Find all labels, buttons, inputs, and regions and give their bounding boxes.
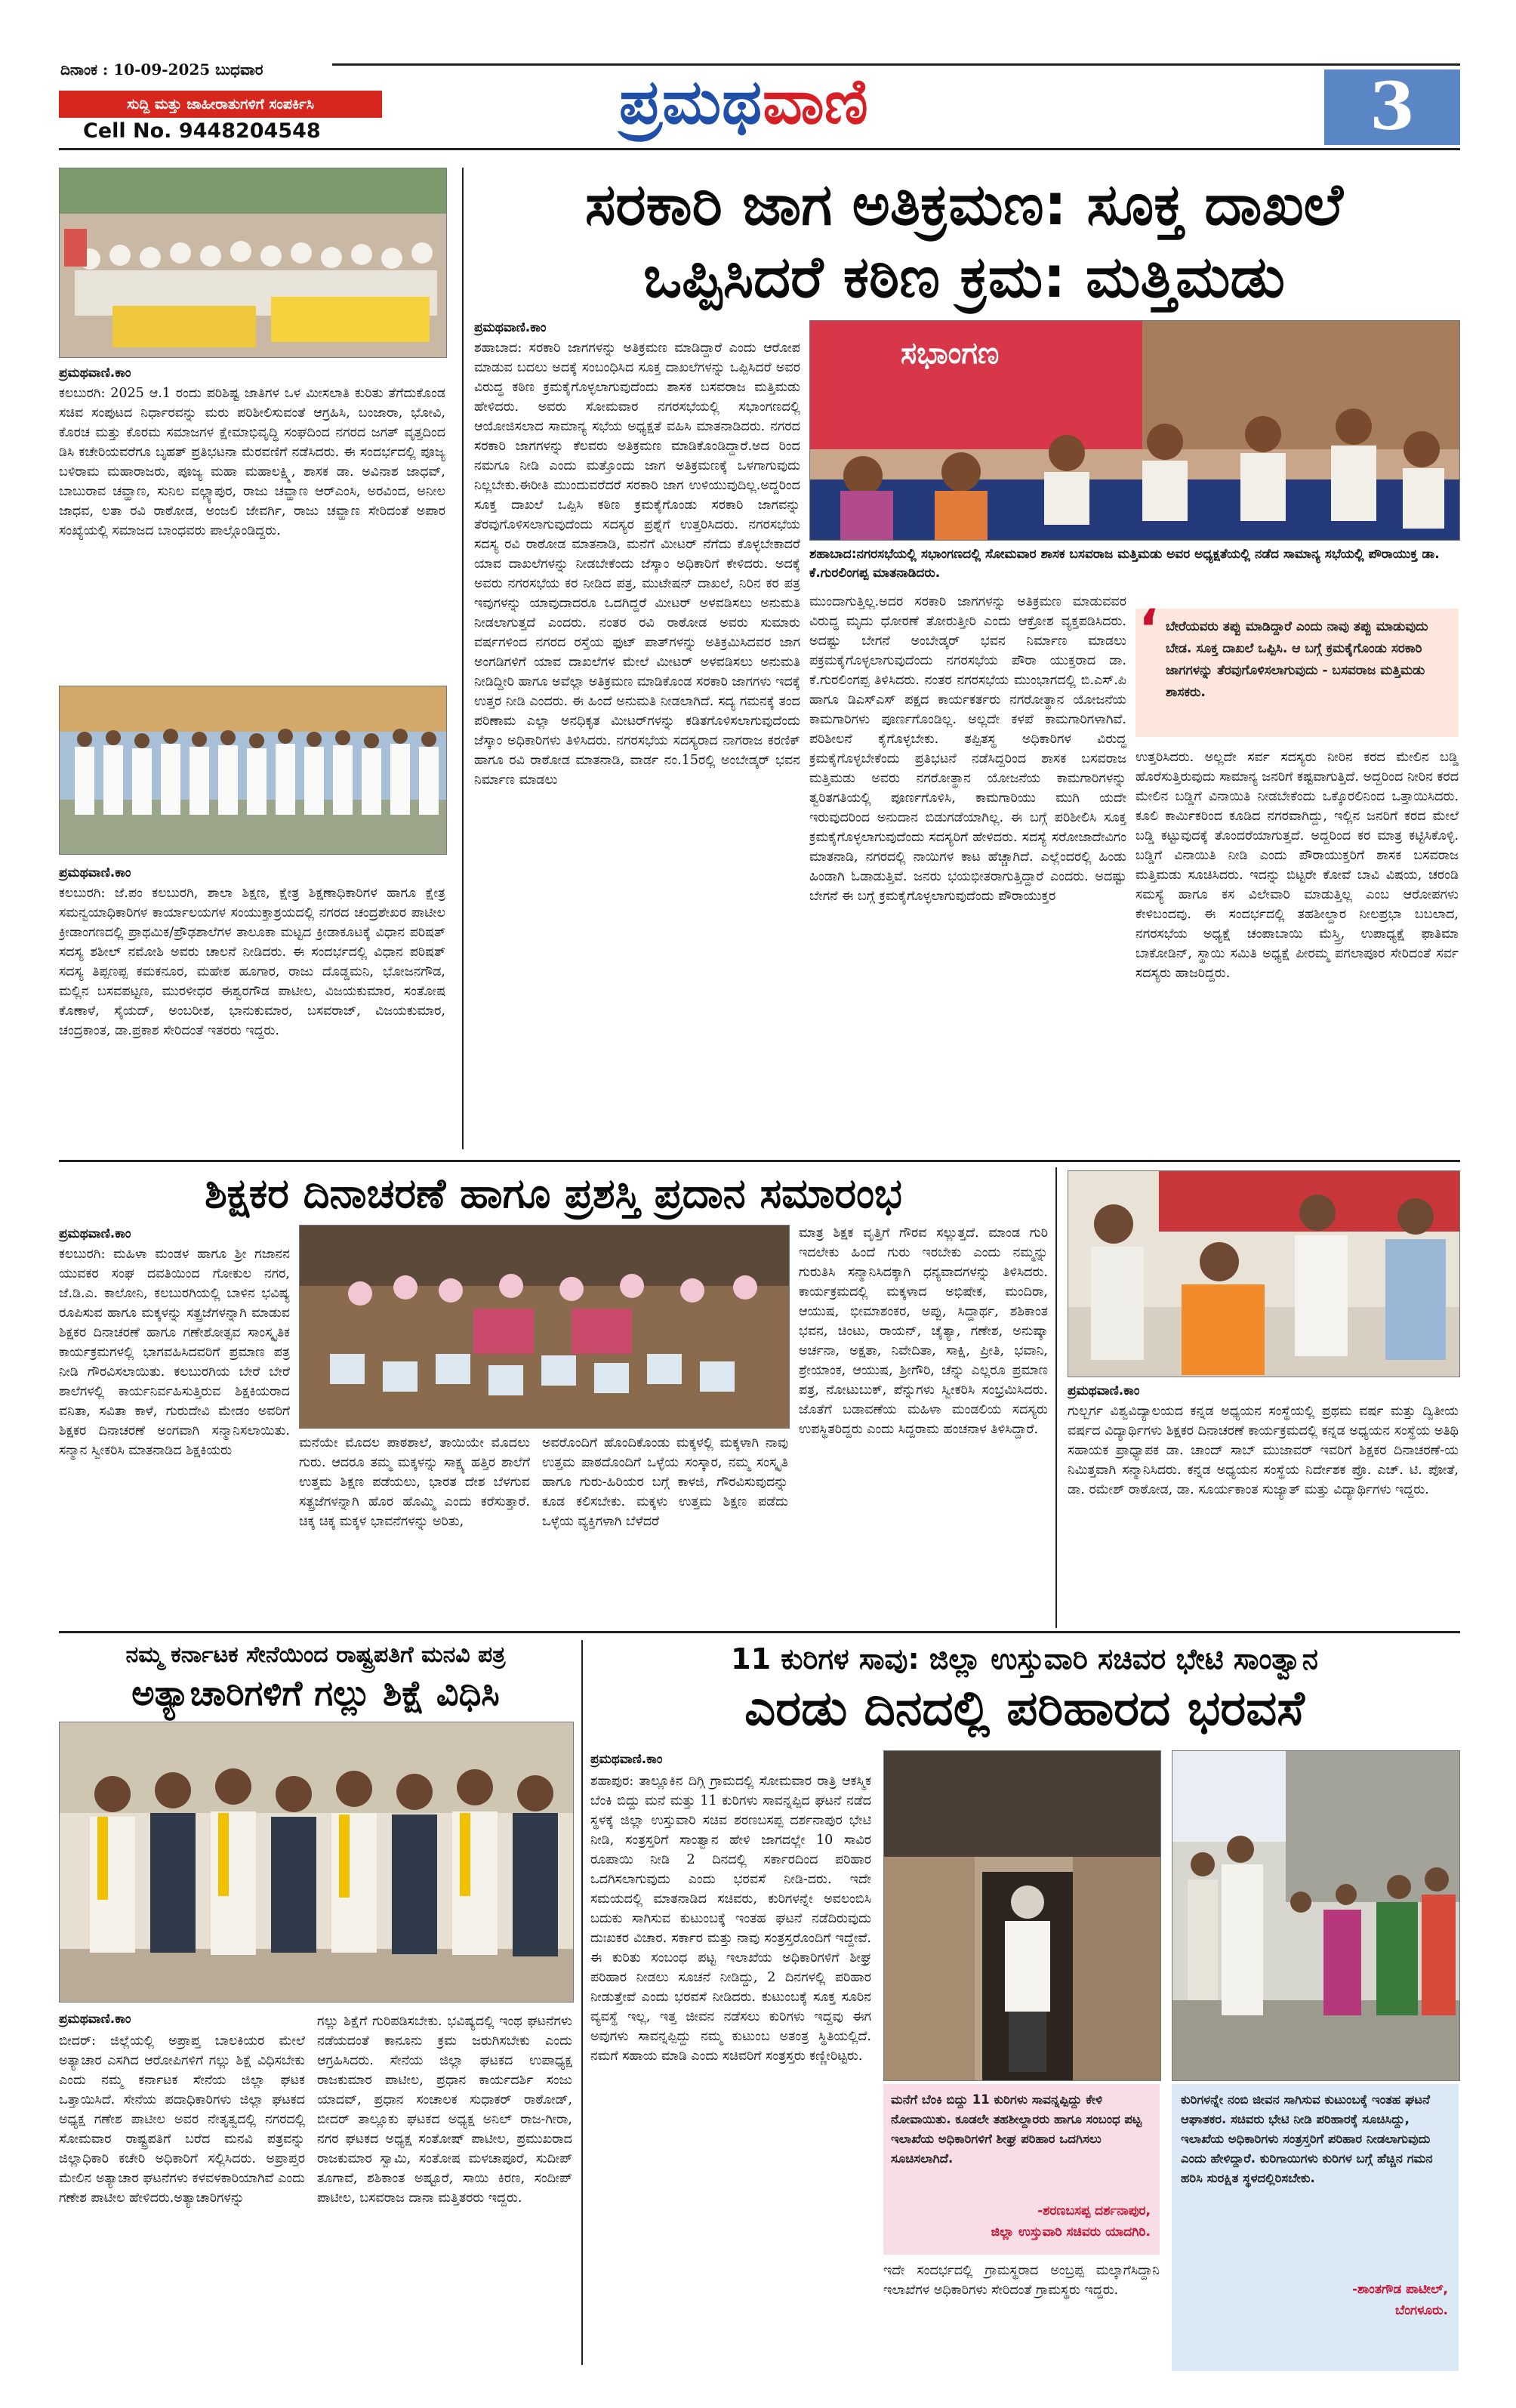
kannada-article: ಗುಲ್ಬರ್ಗ ವಿಶ್ವವಿದ್ಯಾಲಯದ ಕನ್ನಡ ಅಧ್ಯಯನ ಸಂಸ್ಥೆಯಲ್ಲಿ ಪ್ರಥಮ ವರ್ಷ ಮತ್ತು ದ್ವಿತೀಯ ವರ್ಷದ ವಿದ್ಯಾರ್ಥಿಗಳು ಶಿಕ್ಷಕರ ದಿನಾಚರಣೆ ಕಾರ್ಯಕ್ರಮದಲ್ಲಿ ಕನ್ನಡ ಅಧ್ಯಯನ ಸಂಸ್ಥೆಯ ಅತಿಥಿ ಸಹಾಯಕ ಪ್ರಾಧ್ಯಾಪಕ ಡಾ. ಚಾಂದ್ ಸಾಬ್ ಮುಜಾವರ್ ಇವರಿಗೆ ಶಿಕ್ಷಕರ ದಿನಾಚರಣೆ-ಯ ನಿಮಿತ್ತವಾಗಿ ಸನ್ಮಾನಿಸಿದರು. ಕನ್ನಡ ಅಧ್ಯಯನ ಸಂಸ್ಥೆಯ ನಿರ್ದೇಶಕ ಪ್ರೊ. ಎಚ್. ಟಿ. ಪೋತೆ, ಡಾ. ರಮೇಶ್ ರಾಠೋಡ, ಡಾ. ಸೂರ್ಯಕಾಂತ ಸುಜ್ಯಾತ್ ಮತ್ತು ವಿದ್ಯಾರ್ಥಿಗಳು ಇದ್ದರು. — [1068, 1404, 1459, 1497]
main-article-col1: ಶಹಾಬಾದ: ಸರಕಾರಿ ಜಾಗಗಳನ್ನು ಅತಿಕ್ರಮಣ ಮಾಡಿದ್ದಾರೆ ಎಂದು ಆರೋಪ ಮಾಡುವ ಬದಲು ಅದಕ್ಕೆ ಸಂಬಂಧಿಸಿದ ಸೂಕ್ತ ದಾಖಲೆಗಳನ್ನು ಒಪ್ಪಿಸಿದರೆ ಅವರ ವಿರುದ್ಧ ಕಠಿಣ ಕ್ರಮಕೈಗೊಳ್ಳಲಾಗುವುದೆಂದು ಶಾಸಕ ಬಸವರಾಜ ಮತ್ತಿಮಡು ಹೇಳಿದರು. ಅವರು ಸೋಮವಾರ ನಗರಸಭೆಯಲ್ಲಿ ಸಭಾಂಗಣದಲ್ಲಿ ಆಯೋಜಿಸಲಾದ ಸಾಮಾನ್ಯ ಸಭೆಯ ಅಧ್ಯಕ್ಷತೆ ವಹಿಸಿ ಮಾತನಾಡಿದರು. ನಗರದ ಸರಕಾರಿ ಜಾಗಗಳನ್ನು ಕೆಲವರು ಅತಿಕ್ರಮಣ ಮಾಡಿಕೊಂಡಿದ್ದಾರೆ.ಅದ ರಿಂದ ನಮಗೂ ನೀಡಿ ಎಂದು ಮತ್ತೊಂದು ಜಾಗ ಅತಿಕ್ರಮಣಕ್ಕೆ ಒಳಗಾಗುವುದು ನಿಲ್ಲಬೇಕು.ಈರೀತಿ ಮುಂದುವರೆದರೆ ಸರಕಾರಿ ಜಾಗ ಉಳಿಯುವುದಿಲ್ಲ.ಅದ್ದರಿಂದ ಸೂಕ್ತ ದಾಖಲೆ ಒಪ್ಪಿಸಿ ಕಠಿಣ ಕ್ರಮಕೈಗೊಂಡು ಸರಕಾರಿ ಜಾಗವನ್ನು ತೆರವುಗೊಳಿಸಲಾಗುವುದೆಂದು ಸದಸ್ಯರ ಪ್ರಶ್ನೆಗೆ ಉತ್ತರಿಸಿದರು. ನಗರಸಭೆಯ ಸದಸ್ಯ ರವಿ ರಾಠೋಡ ಮಾತನಾಡಿ, ಮನೆಗೆ ಮೀಟರ್ ನೆಗೆದು ಕೊಳ್ಳಬೇಕಾದರೆ ಯಾವ ದಾಖಲೆಗಳನ್ನು ನೀಡಬೇಕೆಂದು ಜೆಸ್ಕಾಂ ಅಧಿಕಾರಿಗೆ ಕೇಳಿದರು. ಅದಕ್ಕೆ ಅವರು ನಗರಸಭೆಯ ಕರ ನೀಡಿದ ಪತ್ರ, ಮುಟೇಷನ್ ದಾಖಲೆ, ನಿರಿನ ಕರ ಪತ್ರ ಇವುಗಳನ್ನು ಯಾವುದಾದರೂ ಒದಗಿದ್ದರೆ ಮೀಟರ್ ಅಳವಡಿಸಲು ಅನುಮತಿ ನೀಡಲಾಗುತ್ತದೆ ಎಂದರು. ನಂತರ ರವಿ ರಾಠೋಡ ಅವರು ಸುಮಾರು ವರ್ಷಗಳಿಂದ ನಗರದ ರಸ್ತೆಯ ಫುಟ್ ಪಾತ್‌ಗಳನ್ನು ಅತಿಕ್ರಮಿಸಿದವರ ಜಾಗ ಅಂಗಡಿಗಳಿಗೆ ಯಾವ ದಾಖಲೆಗಳ ಮೇಲೆ ಮೀಟರ್ ಅಳವಡಿಸಲು ಅನುಮತಿ ನೀಡಿದ್ದೀರಿ ಹಾಗೂ ಅವೆಲ್ಲಾ ಅತಿಕ್ರಮಣ ಮಾಡಿಕೊಂಡ ಸರಕಾರಿ ಜಾಗಗಳು ಇದಕ್ಕೆ ಉತ್ತರ ನೀಡಿ ಎಂದರು. ಈ ಹಿಂದೆ ಅನುಮತಿ ನೀಡಲಾಗಿದೆ. ಸದ್ಯ ಗಮನಕ್ಕೆ ತಂದ ಪರಿಣಾಮ ಎಲ್ಲಾ ಅನಧಿಕೃತ ಮೀಟರ್‌ಗಳನ್ನು ಕಡಿತಗೊಳಿಸಲಾಗುವುದೆಂದು ಜೆಸ್ಕಾಂ ಅಧಿಕಾರಿಗಳು ತಿಳಿಸಿದರು. ನಗರಸಭೆಯ ಸದಸ್ಯರಾದ ನಾಗರಾಜ ಕರಣಿಕ್ ಹಾಗೂ ರವಿ ರಾಠೋಡ ಮಾತನಾಡಿ, ವಾರ್ಡ ನಂ.15ರಲ್ಲಿ ಅಂಬೇಡ್ಕರ್ ಭವನ ನಿರ್ಮಾಣ ಮಾಡಲು — [474, 341, 800, 788]
sene-byline: ಪ್ರಮಥವಾಣಿ.ಕಾಂ — [59, 2012, 131, 2027]
sene-headline: ಅತ್ಯಾಚಾರಿಗಳಿಗೆ ಗಲ್ಲು ಶಿಕ್ಷೆ ವಿಧಿಸಿ — [131, 1673, 500, 1713]
logo-part1: ಪ್ರಮಥ — [619, 66, 763, 138]
main-photo-caption: ಶಹಾಬಾದ:ನಗರಸಭೆಯಲ್ಲಿ ಸಭಾಂಗಣದಲ್ಲಿ ಸೋಮವಾರ ಶಾಸಕ ಬಸವರಾಜ ಮತ್ತಿಮಡು ಅವರ ಅಧ್ಯಕ್ಷತೆಯಲ್ಲಿ ನಡೆದ ಸಾಮಾನ್ಯ ಸಭೆಯಲ್ಲಿ ಪೌರಾಯುಕ್ತ ಡಾ. ಕೆ.ಗುರಲಿಂಗಪ್ಪ ಮಾತನಾಡಿದರು. — [809, 547, 1440, 581]
main-headline-line2: ಒಪ್ಪಿಸಿದರೆ ಕಠಿಣ ಕ್ರಮ: ಮತ್ತಿಮಡು — [643, 243, 1285, 310]
main-byline: ಪ್ರಮಥವಾಣಿ.ಕಾಂ — [474, 320, 547, 335]
official-credit-place: ಬೆಂಗಳೂರು. — [1395, 2303, 1448, 2318]
sheep-kicker: 11 ಕುರಿಗಳ ಸಾವು: ಜಿಲ್ಲಾ ಉಸ್ತುವಾರಿ ಸಚಿವರ ಭೇಟಿ ಸಾಂತ್ವಾನ — [731, 1642, 1318, 1676]
left-mid-byline: ಪ್ರಮಥವಾಣಿ.ಕಾಂ — [59, 865, 131, 880]
sports-meet-image — [60, 686, 446, 854]
left-top-byline: ಪ್ರಮಥವಾಣಿ.ಕಾಂ — [59, 365, 131, 381]
cell-number: Cell No. 9448204548 — [83, 119, 321, 143]
teachers-col4: ಮಾತ್ರ ಶಿಕ್ಷಕ ವೃತ್ತಿಗೆ ಗೌರವ ಸಲ್ಲುತ್ತದೆ. ಮಾಂಡ ಗುರಿ ಇದಲೇಕು ಹಿಂದೆ ಗುರು ಇರಬೇಕು ಎಂದು ನಮ್ಮನ್ನು ಗುರುತಿಸಿ ಸನ್ಮಾನಿಸಿದಕ್ಕಾಗಿ ಧನ್ಯವಾದಗಳನ್ನು ತಿಳಿಸಿದರು. ಕಾರ್ಯಕ್ರಮದಲ್ಲಿ ಮಕ್ಕಳಾದ ಅಭಿಷೇಕ, ಮಂದಿರಾ, ಆಯುಷ, ಭೀಮಾಶಂಕರ, ಅಪ್ಪು, ಸಿದ್ದಾರ್ಥ, ಶಶಿಕಾಂತ ಭವನ, ಚಿಂಟು, ರಾಯನ್, ಚೈತ್ಯಾ, ಗಣೇಶ, ಅನುಷ್ಕಾ ಅರ್ಚನಾ, ಅಕ್ಷತಾ, ನಿವೇದಿತಾ, ಸಾಕ್ಷಿ, ಪ್ರೀತಿ, ಭವಾನಿ, ಶ್ರೇಯಾಂಕ, ಆಯುಷ, ಶ್ರೀಗೌರಿ, ಚೆನ್ನು ಎಲ್ಲರೂ ಪ್ರಮಾಣ ಪತ್ರ, ನೋಟುಬುಕ್, ಪೆನ್ನುಗಳು ಸ್ವೀಕರಿಸಿ ಸಂಭ್ರಮಿಸಿದರು. ಜೊತೆಗೆ ಬಡಾವಣೆಯ ಮಹಿಳಾ ಮಂಡಲಿಯ ಸದಸ್ಯರು ಉಪಸ್ಥಿತರಿದ್ದರು ಎಂದು ಸಿದ್ದರಾಮ ಹಂಚನಾಳ ತಿಳಿಸಿದ್ದಾರೆ. — [799, 1226, 1048, 1437]
sheep-headline: ಎರಡು ದಿನದಲ್ಲಿ ಪರಿಹಾರದ ಭರವಸೆ — [744, 1681, 1305, 1737]
column-divider-teachers — [1055, 1167, 1057, 1628]
quote-box — [1135, 598, 1459, 737]
villagers-photo — [1172, 1750, 1460, 2081]
teachers-day-photo — [299, 1225, 790, 1429]
teachers-headline: ಶಿಕ್ಷಕರ ದಿನಾಚರಣೆ ಹಾಗೂ ಪ್ರಶಸ್ತಿ ಪ್ರದಾನ ಸಮಾರಂಭ — [205, 1170, 902, 1217]
logo-part2: ವಾಣಿ — [763, 66, 868, 138]
column-divider-bottom — [581, 1640, 583, 2365]
protest-rally-image — [60, 168, 446, 357]
sheep-article-tail: ಇದೇ ಸಂದರ್ಭದಲ್ಲಿ ಗ್ರಾಮಸ್ಥರಾದ ಅಂಬ್ರಪ್ಪ ಮಲ್ಕಾಗೆಸಿದ್ದಾನಿ ಇಲಾಖೆಗಳ ಅಧಿಕಾರಿಗಳು ಸೇರಿದಂತೆ ಗ್ರಾಮಸ್ಥರು ಇದ್ದರು. — [883, 2263, 1160, 2298]
minister-credit-name: -ಶರಣಬಸಪ್ಪ ದರ್ಶನಾಪುರ, — [1037, 2203, 1151, 2218]
official-quote-text: ಕುರಿಗಳನ್ನೇ ನಂಬಿ ಜೀವನ ಸಾಗಿಸುವ ಕುಟುಂಬಕ್ಕೆ ಇಂತಹ ಘಟನೆ ಆಘಾತಕರ. ಸಚಿವರು ಭೇಟಿ ನೀಡಿ ಪರಿಹಾರಕ್ಕೆ ಸೂಚಿಸಿದ್ದು, ಇಲಾಖೆಯ ಅಧಿಕಾರಿಗಳು ಸಂತ್ರಸ್ತರಿಗೆ ಪರಿಹಾರ ನೀಡಲಾಗುವುದು ಎಂದು ಹೇಳಿದ್ದಾರೆ. ಕುರಿಗಾಯಿಗಳು ಕುರಿಗಳ ಬಗ್ಗೆ ಹೆಚ್ಚಿನ ಗಮನ ಹರಿಸಿ ಸುರಕ್ಷಿತ ಸ್ಥಳದಲ್ಲಿರಿಸಬೇಕು. — [1181, 2092, 1433, 2185]
kannada-dept-image — [1068, 1171, 1459, 1377]
section-divider-1 — [59, 1160, 1460, 1162]
quote-mark-icon: ‘ — [1139, 598, 1159, 660]
column-divider-left — [462, 168, 464, 1149]
masthead — [0, 0, 1516, 151]
minister-credit-title: ಜಿಲ್ಲಾ ಉಸ್ತುವಾರಿ ಸಚಿವರು ಯಾದಗಿರಿ. — [991, 2225, 1151, 2240]
sports-meet-photo — [59, 686, 447, 855]
left-top-article: ಕಲಬುರಗಿ: 2025 ಆ.1 ರಂದು ಪರಿಶಿಷ್ಟ ಜಾತಿಗಳ ಒಳ ಮೀಸಲಾತಿ ಕುರಿತು ತೆಗೆದುಕೊಂಡ ಸಚಿವ ಸಂಪುಟದ ನಿರ್ಧಾರವನ್ನು ಮರು ಪರಿಶೀಲಿಸುವಂತೆ ಆಗ್ರಹಿಸಿ, ಬಂಜಾರಾ, ಭೋವಿ, ಕೊರಚ ಮತ್ತು ಕೊರಮ ಸಮಾಜಗಳ ಕ್ಷೇಮಾಭಿವೃದ್ಧಿ ಸಂಘದಿಂದ ನಗರದ ಜಗತ್ ವೃತ್ತದಿಂದ ಡಿಸಿ ಕಚೇರಿಯವರೆಗೂ ಬೃಹತ್ ಪ್ರತಿಭಟನಾ ಮೆರವಣಿಗೆ ನಡೆಸಿದರು. ಈ ಸಂದರ್ಭದಲ್ಲಿ ಪೂಜ್ಯ ಬಳಿರಾಮ ಮಹಾರಾಜರು, ಪೂಜ್ಯ ಮಹಾ ಮಹಾಲಕ್ಷ್ಮಿ, ಶಾಸಕ ಡಾ. ಅವಿನಾಶ ಜಾಧವ್, ಬಾಬುರಾವ ಚವ್ಹಾಣ, ಸುನಿಲ ವಲ್ಲ್ಯಾಪುರ, ರಾಜು ಚವ್ಹಾಣ ಆರ್‌ಎಂಸಿ, ಅರವಿಂದ, ಅನೀಲ ಜಾಧವ, ಲತಾ ರವಿ ರಾಠೋಡ, ಅಂಜಲಿ ಜೇವರ್ಗಿ, ರಾಜು ಚವ್ಹಾಣ ಸೇರಿದಂತೆ ಅಪಾರ ಸಂಖ್ಯೆಯಲ್ಲಿ ಸಮಾಜದ ಬಾಂಧವರು ಪಾಲ್ಗೊಂಡಿದ್ದರು. — [59, 386, 445, 538]
sene-memorandum-image — [60, 1722, 573, 2002]
teachers-col2: ಮನೆಯೇ ಮೊದಲ ಪಾಠಶಾಲೆ, ತಾಯಿಯೇ ಮೊದಲು ಗುರು. ಆದರೂ ತಮ್ಮ ಮಕ್ಕಳನ್ನು ಸಾಕ್ಷ್ಯ ಹತ್ತಿರ ಶಾಲೆಗೆ ಉತ್ತಮ ಶಿಕ್ಷಣ ಪಡೆಯಲು, ಭಾರತ ದೇಶ ಬೆಳಗುವ ಸತ್ಪ್ರಜೆಗಳನ್ನಾಗಿ ಹೊರ ಹೊಮ್ಮಿ ಎಂದು ಕರೆಸುತ್ತಾರೆ. ಚಿಕ್ಕ ಚಿಕ್ಕ ಮಕ್ಕಳ ಭಾವನೆಗಳನ್ನು ಅರಿತು, — [299, 1435, 530, 1529]
quote-text: ಬೇರೆಯವರು ತಪ್ಪು ಮಾಡಿದ್ದಾರೆ ಎಂದು ನಾವು ತಪ್ಪು ಮಾಡುವುದು ಬೇಡ. ಸೂಕ್ತ ದಾಖಲೆ ಒಪ್ಪಿಸಿ. ಆ ಬಗ್ಗೆ ಕ್ರಮಕೈಗೊಂಡು ಸರಕಾರಿ ಜಾಗಗಳನ್ನು ತೆರವುಗೊಳಿಸಲಾಗುವುದು - ಬಸವರಾಜ ಮತ್ತಿಮಡು ಶಾಸಕರು. — [1166, 619, 1428, 700]
official-credit-name: -ಶಾಂತಗೌಡ ಪಾಟೀಲ್, — [1351, 2282, 1448, 2297]
page-number: 3 — [1370, 69, 1415, 145]
contact-banner: ಸುದ್ದಿ ಮತ್ತು ಜಾಹೀರಾತುಗಳಿಗೆ ಸಂಪರ್ಕಿಸಿ — [59, 91, 382, 118]
sheep-byline: ಪ್ರಮಥವಾಣಿ.ಕಾಂ — [590, 1752, 663, 1767]
left-mid-article: ಕಲಬುರಗಿ: ಜೆ.ಪಂ ಕಲಬುರಗಿ, ಶಾಲಾ ಶಿಕ್ಷಣ, ಕ್ಷೇತ್ರ ಶಿಕ್ಷಣಾಧಿಕಾರಿಗಳ ಹಾಗೂ ಕ್ಷೇತ್ರ ಸಮನ್ವಯಾಧಿಕಾರಿಗಳ ಕಾರ್ಯಾಲಯಗಳ ಸಂಯುಕ್ತಾಶ್ರಯದಲ್ಲಿ ನಗರದ ಚಂದ್ರಶೇಖರ ಪಾಟೀಲ ಕ್ರೀಡಾಂಗಣದಲ್ಲಿ ಪ್ರಾಥಮಿಕ/ಪ್ರೌಢಶಾಲೆಗಳ ತಾಲೂಕಾ ಮಟ್ಟದ ಕ್ರೀಡಾಕೂಟಕ್ಕೆ ವಿಧಾನ ಪರಿಷತ್ ಸದಸ್ಯ ಶಶೀಲ್ ನಮೋಶಿ ಅವರು ಚಾಲನೆ ನೀಡಿದರು. ಈ ಸಂದರ್ಭದಲ್ಲಿ ವಿಧಾನ ಪರಿಷತ್ ಸದಸ್ಯ ತಿಪ್ಪಣಪ್ಪ ಕಮಕನೂರ, ಮಹೇಶ ಹೂಗಾರ, ರಾಜು ದೊಡ್ಡಮನಿ, ಭೋಜನಗೌಡ, ಮಲ್ಲಿನ ಬಸವಪಟ್ಟಣ, ಮುರಳೀಧರ ಈಶ್ವರಗೌಡ ಪಾಟೀಲ, ವಿಜಯಕುಮಾರ, ಸಂತೋಷ ಕೊಣಾಳೆ, ಸೈಯದ್, ಅಂಬರೀಶ, ಭಾನುಕುಮಾರ, ಬಸವರಾಜ್, ವಿಜಯಕುಮಾರ, ಚಂದ್ರಕಾಂತ, ಡಾ.ಪ್ರಕಾಶ ಸೇರಿದಂತೆ ಇತರರು ಇದ್ದರು. — [59, 886, 445, 1038]
page-number-box — [1324, 69, 1460, 145]
sene-memorandum-photo — [59, 1722, 574, 2003]
minister-quote-text: ಮನೆಗೆ ಬೆಂಕಿ ಬಿದ್ದು 11 ಕುರಿಗಳು ಸಾವನ್ನಪ್ಪಿದ್ದು ಕೇಳಿ ನೋವಾಯಿತು. ಕೂಡಲೇ ತಹಶೀಲ್ದಾರರು ಹಾಗೂ ಸಂಬಂಧ ಪಟ್ಟ ಇಲಾಖೆಯ ಅಧಿಕಾರಿಗಳಿಗೆ ಶೀಘ್ರ ಪರಿಹಾರ ಒದಗಿಸಲು ಸೂಚಿಸಲಾಗಿದೆ. — [891, 2092, 1142, 2166]
meeting-sign: ಸಭಾಂಗಣ — [901, 336, 1000, 371]
section-divider-2 — [59, 1631, 1460, 1633]
masthead-rule — [59, 148, 1460, 150]
burnt-house-photo — [883, 1750, 1161, 2081]
sene-kicker: ನಮ್ಮ ಕರ್ನಾಟಕ ಸೇನೆಯಿಂದ ರಾಷ್ಟ್ರಪತಿಗೆ ಮನವಿ ಪತ್ರ — [125, 1642, 506, 1668]
main-headline-line1: ಸರಕಾರಿ ಜಾಗ ಅತಿಕ್ರಮಣ: ಸೂಕ್ತ ದಾಖಲೆ — [585, 171, 1343, 238]
date-line: ದಿನಾಂಕ : 10-09-2025 ಬುಧವಾರ — [60, 60, 263, 79]
burnt-house-image — [884, 1751, 1160, 2080]
minister-quote-box — [883, 2084, 1160, 2255]
teachers-byline: ಪ್ರಮಥವಾಣಿ.ಕಾಂ — [59, 1226, 131, 1241]
teachers-col1: ಕಲಬುರಗಿ: ಮಹಿಳಾ ಮಂಡಳ ಹಾಗೂ ಶ್ರೀ ಗಜಾನನ ಯುವಕರ ಸಂಘ ದವತಿಯಿಂದ ಗೋಕುಲ ನಗರ, ಜೆ.ಡಿ.ಎ. ಕಾಲೋನಿ, ಕಲಬುರಗಿಯಲ್ಲಿ ಬಾಳಿನ ಭವಿಷ್ಯ ರೂಪಿಸುವ ಹಾಗೂ ಮಕ್ಕಳನ್ನು ಸತ್ಪ್ರಜೆಗಳನ್ನಾಗಿ ಮಾಡುವ ಶಿಕ್ಷಕರ ದಿನಾಚರಣೆ ಹಾಗೂ ಗಣೇಶೋತ್ಸವ ಸಾಂಸ್ಕೃತಿಕ ಕಾರ್ಯಕ್ರಮಗಳಲ್ಲಿ ಭಾಗವಹಿಸಿದವರಿಗೆ ಪ್ರಮಾಣ ಪತ್ರ ನೀಡಿ ಗೌರವಿಸಲಾಯಿತು. ಕಲಬುರಗಿಯ ಬೇರೆ ಬೇರೆ ಶಾಲೆಗಳಲ್ಲಿ ಕಾರ್ಯನಿರ್ವಹಿಸುತ್ತಿರುವ ಶಿಕ್ಷಕಿಯರಾದ ವನಿತಾ, ಸವಿತಾ ಕಾಳೆ, ಗುರುದೇವಿ ಮೇಡಂ ಅವರಿಗೆ ಶಿಕ್ಷಕರ ದಿನಾಚರಣೆ ಅಂಗವಾಗಿ ಸನ್ಮಾನಿಸಲಾಯಿತು. ಸನ್ಮಾನ ಸ್ವೀಕರಿಸಿ ಮಾತನಾಡಿದ ಶಿಕ್ಷಕಿಯರು — [59, 1247, 290, 1458]
main-article-col3: ಉತ್ತರಿಸಿದರು. ಅಲ್ಲದೇ ಸರ್ವ ಸದಸ್ಯರು ನೀರಿನ ಕರದ ಮೇಲಿನ ಬಡ್ಡಿ ಹೊರೆಸುತ್ತಿರುವುದು ಸಾಮಾನ್ಯ ಜನರಿಗೆ ಕಷ್ಟವಾಗುತ್ತಿದೆ. ಅದ್ದರಿಂದ ನೀರಿನ ಕರದ ಮೇಲಿನ ಬಡ್ಡಿಗೆ ವಿನಾಯಿತಿ ನೀಡಬೇಕೆಂದು ಒಕ್ಕೊರಲಿನಿಂದ ಒತ್ತಾಯಿಸಿದರು. ಕೂಲಿ ಕಾರ್ಮಿಕರಿಂದ ಕೂಡಿದ ನಗರವಾಗಿದ್ದು, ಇಲ್ಲಿನ ಜನರಿಗೆ ಕರದ ಮೇಲೆ ಬಡ್ಡಿ ಕಟ್ಟುವುದಕ್ಕೆ ತೊಂದರೆಯಾಗುತ್ತದೆ. ಅದ್ದರಿಂದ ಕರ ಮಾತ್ರ ಕಟ್ಟಿಸಿಕೊಳ್ಳಿ. ಬಡ್ಡಿಗೆ ವಿನಾಯಿತಿ ನೀಡಿ ಎಂದು ಪೌರಾಯುಕ್ತರಿಗೆ ಶಾಸಕ ಬಸವರಾಜ ಮತ್ತಿಮಡು ಸೂಚಿಸಿದರು. ಇದನ್ನು ಬಿಟ್ಟರೇ ಕೋವೆ ಬಾವಿ ವಿಷಯ, ಚರಂಡಿ ಸಮಸ್ಯೆ ಹಾಗೂ ಕಸ ವಿಲೇವಾರಿ ಮಾಡುತ್ತಿಲ್ಲ ಎಂಬ ಆರೋಪಗಳು ಕೇಳಿಬಂದವು. ಈ ಸಂದರ್ಭದಲ್ಲಿ ತಹಶೀಲ್ದಾರ ನೀಲಪ್ರಭಾ ಬಬಲಾದ, ನಗರಸಭೆಯ ಅಧ್ಯಕ್ಷೆ ಚಂಪಾಬಾಯಿ ಮೆಸ್ತ್ರಿ, ಉಪಾಧ್ಯಕ್ಷೆ ಫಾತಿಮಾ ಬಾಕೋಡಿನ್, ಸ್ಥಾಯಿ ಸಮಿತಿ ಅಧ್ಯಕ್ಷೆ ಪೀರಮ್ಮ ಪಗಲಾಪೂರ ಸೇರಿದಂತೆ ಸರ್ವ ಸದಸ್ಯರು ಹಾಜರಿದ್ದರು. — [1135, 750, 1459, 981]
top-rule — [332, 63, 1460, 66]
sheep-article: ಶಹಾಪುರ: ತಾಲ್ಲೂಕಿನ ದಿಗ್ಗಿ ಗ್ರಾಮದಲ್ಲಿ ಸೋಮವಾರ ರಾತ್ರಿ ಆಕಸ್ಮಿಕ ಬೆಂಕಿ ಬಿದ್ದು ಮನೆ ಮತ್ತು 11 ಕುರಿಗಳು ಸಾವನ್ನಪ್ಪಿದ ಘಟನೆ ನಡೆದ ಸ್ಥಳಕ್ಕೆ ಜಿಲ್ಲಾ ಉಸ್ತುವಾರಿ ಸಚಿವ ಶರಣಬಸಪ್ಪ ದರ್ಶನಾಪುರ ಭೇಟಿ ನೀಡಿ, ಸಂತ್ರಸ್ತರಿಗೆ ಸಾಂತ್ವಾನ ಹೇಳಿ ಜಾಗದಲ್ಲೇ 10 ಸಾವಿರ ರೂಪಾಯಿ ನೀಡಿ 2 ದಿನದಲ್ಲಿ ಸರ್ಕಾರದಿಂದ ಪರಿಹಾರ ಒದಗಿಸಲಾಗುವುದು ಎಂದು ಭರವಸೆ ನೀಡಿ-ದರು. ಇದೇ ಸಮಯದಲ್ಲಿ ಮಾತನಾಡಿದ ಸಚಿವರು, ಕುರಿಗಳನ್ನೇ ಅವಲಂಬಿಸಿ ಬದುಕು ಸಾಗಿಸುವ ಕುಟುಂಬಕ್ಕೆ ಇಂತಹ ಘಟನೆ ನಡೆದಿರುವುದು ದುಃಖಕರ ವಿಚಾರ. ಸರ್ಕಾರ ಮತ್ತು ನಾವು ಸಂತ್ರಸ್ತರೊಂದಿಗೆ ಇದ್ದೇವೆ. ಈ ಕುರಿತು ಸಂಬಂಧ ಪಟ್ಟ ಇಲಾಖೆಯ ಅಧಿಕಾರಿಗಳಿಗೆ ಶೀಘ್ರ ಪರಿಹಾರ ನೀಡಲು ಸೂಚನೆ ನೀಡಿದ್ದು, 2 ದಿನಗಳಲ್ಲಿ ಪರಿಹಾರ ನೀಡುತ್ತೇವೆ ಎಂದು ಭರವಸೆ ನೀಡಿದರು. ಕುಟುಂಬಕ್ಕೆ ಸೂಕ್ತ ಸೂರಿನ ವ್ಯವಸ್ಥೆ ಇಲ್ಲ, ಇತ್ತ ಜೀವನ ನಡೆಸಲು ಕುರಿಗಳು ಇದ್ದವು ಈಗ ಅವುಗಳು ಸಾವನ್ನಪ್ಪಿದ್ದು ನಮ್ಮ ಕುಟುಂಬ ಅತಂತ್ರ ಸ್ಥಿತಿಯಲ್ಲಿದೆ. ನಮಗೆ ಸಹಾಯ ಮಾಡಿ ಎಂದು ಸಚಿವರಿಗೆ ಸಂತ್ರಸ್ತರು ಕಣ್ಣೀರಿಟ್ಟರು. — [590, 1774, 871, 2064]
sene-col1: ಬೀದರ್: ಜಿಲ್ಲೆಯಲ್ಲಿ ಅಪ್ರಾಪ್ತ ಬಾಲಕಿಯರ ಮೇಲೆ ಅತ್ಯಾಚಾರ ಎಸಗಿದ ಆರೋಪಿಗಳಿಗೆ ಗಲ್ಲು ಶಿಕ್ಷೆ ವಿಧಿಸಬೇಕು ಎಂದು ನಮ್ಮ ಕರ್ನಾಟಕ ಸೇನೆಯ ಜಿಲ್ಲಾ ಘಟಕ ಒತ್ತಾಯಿಸಿದೆ. ಸೇನೆಯ ಪದಾಧಿಕಾರಿಗಳು ಜಿಲ್ಲಾ ಘಟಕದ ಅಧ್ಯಕ್ಷ ಗಣೇಶ ಪಾಟೀಲ ಅವರ ನೇತೃತ್ವದಲ್ಲಿ ನಗರದಲ್ಲಿ ಸೋಮವಾರ ರಾಷ್ಟ್ರಪತಿಗೆ ಬರೆದ ಮನವಿ ಪತ್ರವನ್ನು ಜಿಲ್ಲಾಧಿಕಾರಿ ಕಚೇರಿ ಅಧಿಕಾರಿಗೆ ಸಲ್ಲಿಸಿದರು. ಅಪ್ರಾಪ್ತರ ಮೇಲಿನ ಅತ್ಯಾಚಾರ ಘಟನೆಗಳು ಕಳವಳಕಾರಿಯಾಗಿವೆ ಎಂದು ಗಣೇಶ ಪಾಟೀಲ ಹೇಳಿದರು.ಅತ್ಯಾಚಾರಿಗಳನ್ನು — [59, 2033, 305, 2206]
teachers-col3: ಅವರೊಂದಿಗೆ ಹೊಂದಿಕೊಂಡು ಮಕ್ಕಳಲ್ಲಿ ಮಕ್ಕಳಾಗಿ ನಾವು ಉತ್ತಮ ಪಾಠದೊಂದಿಗೆ ಒಳ್ಳೆಯ ಸಂಸ್ಕಾರ, ನಮ್ಮ ಸಂಸ್ಕೃತಿ ಹಾಗೂ ಗುರು-ಹಿರಿಯರ ಬಗ್ಗೆ ಕಾಳಜಿ, ಗೌರವಿಸುವುದನ್ನು ಕೂಡ ಕಲಿಸಬೇಕು. ಮಕ್ಕಳು ಉತ್ತಮ ಶಿಕ್ಷಣ ಪಡೆದು ಒಳ್ಳೆಯ ವ್ಯಕ್ತಿಗಳಾಗಿ ಬೆಳೆದರೆ — [542, 1435, 788, 1529]
main-article-col2: ಮುಂದಾಗುತ್ತಿಲ್ಲ.ಅದರ ಸರಕಾರಿ ಜಾಗಗಳನ್ನು ಅತಿಕ್ರಮಣ ಮಾಡುವವರ ವಿರುದ್ಧ ಮೃದು ಧೋರಣೆ ತೋರುತ್ತೀರಿ ಎಂದು ಆಕ್ರೋಶ ವ್ಯಕ್ತಪಡಿಸಿದರು. ಅದಷ್ಟು ಬೇಗನೆ ಅಂಬೇಡ್ಕರ್ ಭವನ ನಿರ್ಮಾಣ ಮಾಡಲು ಪಕ್ರಮಕೈಗೊಳ್ಳಲಾಗುವುದೆಂದು ನಗರಸಭೆಯ ಪೌರಾ ಯುಕ್ತರಾದ ಡಾ. ಕೆ.ಗುರಲಿಂಗಪ್ಪ ತಿಳಿಸಿದರು. ನಂತರ ನಗರಸಭೆಯ ಮುಂಭಾಗದಲ್ಲಿ ಬಿ.ಎಸ್.ಪಿ ಹಾಗೂ ಡಿಎಸ್ಎಸ್ ಪಕ್ಷದ ಕಾರ್ಯಕರ್ತರು ನಗರೋತ್ಥಾನ ಯೋಜನೆಯ ಕಾಮಗಾರಿಗಳು ಪೂರ್ಣಗೊಂಡಿಲ್ಲ. ಅಲ್ಲದೇ ಕಳಪೆ ಕಾಮಗಾರಿಗಳಾಗಿವೆ. ಪರಿಶೀಲನೆ ಕೈಗೊಳ್ಳಬೇಕು. ತಪ್ಪಿತಸ್ಥ ಅಧಿಕಾರಿಗಳ ವಿರುದ್ಧ ಕ್ರಮಕೈಗೊಳ್ಳಬೇಕೆಂದು ಪ್ರತಿಭಟನೆ ನಡೆಸಿದ್ದರಿಂದ ಶಾಸಕ ಬಸವರಾಜ ಮತ್ತಿಮಡು ಅವರು ನಗರೋತ್ಥಾನ ಯೋಜನೆಯ ಕಾಮಗಾರಿಗಳನ್ನು ತ್ವರಿತಗತಿಯಲ್ಲಿ ಪೂರ್ಣಗೊಳಿಸಿ, ಕಾಮಗಾರಿಯು ಮುಗಿ ಯದೇ ಇರುವುದರಿಂದ ಅನುದಾನ ಬಿಡುಗಡೆಯಾಗಿಲ್ಲ. ಈ ಬಗ್ಗೆ ಪರಿಶೀಲಿಸಿ ಸೂಕ್ತ ಕ್ರಮಕೈಗೊಳ್ಳಲಾಗುವುದೆಂದು ಸದಸ್ಯರಿಗೆ ಹೇಳಿದರು. ಸದಸ್ಯೆ ಸರೋಜಾದೇವಿಗಂ ಮಾತನಾಡಿ, ನಗರದಲ್ಲಿ ನಾಯಿಗಳ ಕಾಟ ಹೆಚ್ಚಾಗಿದೆ. ಎಲ್ಲೆಂದರಲ್ಲಿ ಹಿಂಡು ಹಿಂಡಾಗಿ ಓಡಾಡುತ್ತಿವೆ. ಜನರು ಭಯಭೀತರಾಗುತ್ತಿದ್ದಾರೆ ಎಂದರು. ಅದಷ್ಟು ಬೇಗನೆ ಈ ಬಗ್ಗೆ ಕ್ರಮಕೈಗೊಳ್ಳಲಾಗುವುದೆಂದು ಪೌರಾಯುಕ್ತರ — [809, 594, 1126, 904]
teachers-day-image — [300, 1226, 789, 1428]
sene-col2: ಗಲ್ಲು ಶಿಕ್ಷೆಗೆ ಗುರಿಪಡಿಸಬೇಕು. ಭವಿಷ್ಯದಲ್ಲಿ ಇಂಥ ಘಟನೆಗಳು ನಡೆಯದಂತೆ ಕಾನೂನು ಕ್ರಮ ಜರುಗಿಸಬೇಕು ಎಂದು ಆಗ್ರಹಿಸಿದರು. ಸೇನೆಯ ಜಿಲ್ಲಾ ಘಟಕದ ಉಪಾಧ್ಯಕ್ಷ ರಾಜಕುಮಾರ ಪಾಟೀಲ, ಪ್ರಧಾನ ಕಾರ್ಯದರ್ಶಿ ಸಂಜು ಯಾದವ್, ಪ್ರಧಾನ ಸಂಚಾಲಕ ಸುಧಾಕರ್ ರಾಠೋಡ್, ಬೀದರ್ ತಾಲ್ಲೂಕು ಘಟಕದ ಅಧ್ಯಕ್ಷ ಅನಿಲ್ ರಾಜ-ಗೀರಾ, ನಗರ ಘಟಕದ ಅಧ್ಯಕ್ಷ ಸಂತೋಷ್ ಪಾಟೀಲ, ಪ್ರಮುಖರಾದ ರಾಜಕುಮಾರ ಸ್ವಾಮಿ, ಸಂತೋಷ ಮಳಚಾಪೂರೆ, ಸುದೀಪ್ ತೂಗಾವೆ, ಶಶಿಕಾಂತ ಅಷ್ಟೂರೆ, ಸಾಯಿ ಕಿರಣ, ಸಂದೀಪ್ ಪಾಟೀಲ, ಬಸವರಾಜ ದಾನಾ ಮತ್ತಿತರರು ಇದ್ದರು. — [317, 2014, 572, 2206]
newspaper-logo — [619, 66, 1012, 142]
villagers-image — [1172, 1751, 1459, 2080]
protest-rally-photo — [59, 168, 447, 358]
kannada-byline: ಪ್ರಮಥವಾಣಿ.ಕಾಂ — [1068, 1383, 1140, 1398]
kannada-dept-photo — [1068, 1170, 1460, 1377]
council-meeting-photo — [809, 320, 1460, 541]
official-quote-box — [1172, 2084, 1459, 2371]
